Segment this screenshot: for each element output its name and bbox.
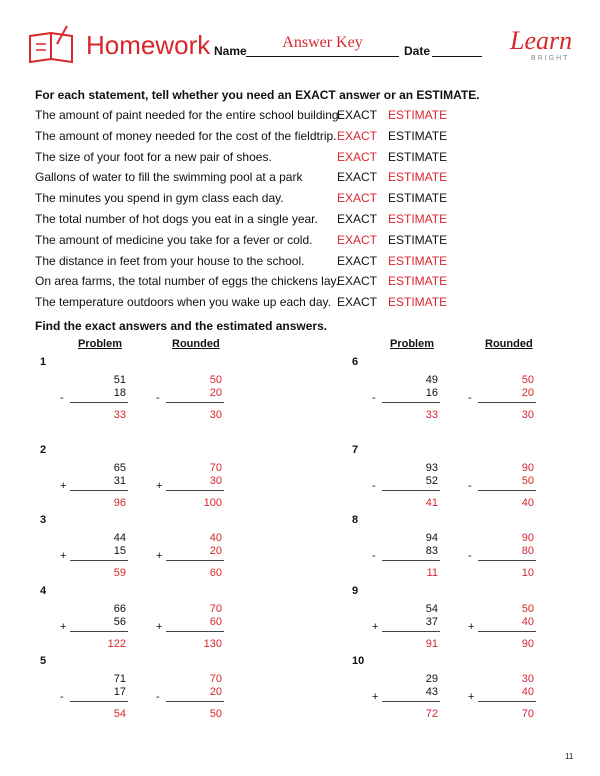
option-exact: EXACT (337, 212, 378, 226)
answer-line (70, 490, 128, 491)
exact-answer: 91 (425, 638, 438, 650)
answer-line (70, 631, 128, 632)
page-number: 11 (565, 752, 574, 761)
page-title: Homework (86, 30, 211, 60)
operand-b: 15 (113, 545, 126, 557)
col-header-problem-left: Problem (78, 338, 123, 350)
rounded-a: 70 (209, 603, 222, 615)
statement-text: The amount of money needed for the cost of the fieldtrip. (35, 129, 337, 143)
option-exact: EXACT (337, 191, 378, 205)
estimate-answer: 100 (203, 497, 222, 509)
estimate-answer: 30 (521, 409, 534, 421)
option-estimate: ESTIMATE (388, 170, 448, 184)
operand-b: 16 (425, 387, 438, 399)
rounded-a: 30 (521, 673, 534, 685)
statement-text: The distance in feet from your house to the school. (35, 254, 305, 268)
answer-line (382, 701, 440, 702)
rounded-answer-line (478, 701, 536, 702)
estimate-answer: 130 (203, 638, 222, 650)
rounded-operator-sign: + (468, 621, 475, 633)
option-exact: EXACT (337, 150, 378, 164)
operand-a: 94 (425, 532, 438, 544)
operand-b: 52 (425, 475, 438, 487)
option-estimate: ESTIMATE (388, 129, 448, 143)
answer-line (382, 490, 440, 491)
option-estimate: ESTIMATE (388, 274, 448, 288)
rounded-operator-sign: - (468, 550, 472, 562)
operand-a: 71 (113, 673, 126, 685)
exact-answer: 54 (113, 708, 126, 720)
option-exact: EXACT (337, 254, 378, 268)
operand-b: 83 (425, 545, 438, 557)
col-header-rounded-right: Rounded (485, 338, 533, 350)
operand-b: 43 (425, 686, 438, 698)
exact-answer: 59 (113, 567, 126, 579)
option-exact: EXACT (337, 108, 378, 122)
operand-b: 17 (113, 686, 126, 698)
rounded-answer-line (166, 402, 224, 403)
option-exact: EXACT (337, 295, 378, 309)
estimate-answer: 60 (209, 567, 222, 579)
exact-answer: 41 (425, 497, 438, 509)
operator-sign: + (60, 480, 67, 492)
option-exact: EXACT (337, 129, 378, 143)
statement-text: The temperature outdoors when you wake up each day. (35, 295, 331, 309)
rounded-a: 90 (521, 462, 534, 474)
col-header-rounded-left: Rounded (172, 338, 220, 350)
operand-b: 37 (425, 616, 438, 628)
operand-a: 93 (425, 462, 438, 474)
name-label: Name (214, 44, 247, 58)
rounded-answer-line (166, 560, 224, 561)
section2-instruction: Find the exact answers and the estimated answers. (35, 319, 328, 333)
statement-text: The minutes you spend in gym class each day. (35, 191, 284, 205)
operand-b: 31 (113, 475, 126, 487)
answer-line (382, 402, 440, 403)
answer-line (382, 631, 440, 632)
rounded-operator-sign: - (156, 392, 160, 404)
rounded-answer-line (478, 402, 536, 403)
rounded-operator-sign: + (156, 550, 163, 562)
option-estimate: ESTIMATE (388, 233, 448, 247)
rounded-answer-line (166, 631, 224, 632)
date-label: Date (404, 44, 431, 58)
option-estimate: ESTIMATE (388, 295, 448, 309)
option-exact: EXACT (337, 274, 378, 288)
estimate-answer: 70 (521, 708, 534, 720)
problem-number: 6 (352, 356, 359, 368)
problem-number: 5 (40, 655, 47, 667)
statement-text: The amount of medicine you take for a fever or cold. (35, 233, 313, 247)
problem-number: 10 (352, 655, 365, 667)
operator-sign: + (372, 621, 379, 633)
name-field-line (246, 56, 399, 57)
option-estimate: ESTIMATE (388, 108, 448, 122)
section1-instruction: For each statement, tell whether you need an EXACT answer or an ESTIMATE. (35, 88, 480, 102)
problem-number: 9 (352, 585, 359, 597)
statement-text: The amount of paint needed for the entire school building. (35, 108, 342, 122)
operand-a: 44 (113, 532, 126, 544)
statement-text: The size of your foot for a new pair of shoes. (35, 150, 272, 164)
problem-number: 4 (40, 585, 47, 597)
exact-answer: 96 (113, 497, 126, 509)
rounded-a: 90 (521, 532, 534, 544)
operand-a: 66 (113, 603, 126, 615)
operator-sign: - (60, 691, 64, 703)
option-estimate: ESTIMATE (388, 212, 448, 226)
answer-line (70, 701, 128, 702)
logo-subtitle: BRIGHT (531, 55, 570, 62)
rounded-a: 70 (209, 673, 222, 685)
rounded-b: 50 (521, 475, 534, 487)
operator-sign: - (372, 480, 376, 492)
operator-sign: + (60, 550, 67, 562)
operand-a: 49 (425, 374, 438, 386)
exact-answer: 33 (425, 409, 438, 421)
option-estimate: ESTIMATE (388, 254, 448, 268)
rounded-operator-sign: - (468, 392, 472, 404)
book-icon (27, 24, 77, 66)
rounded-answer-line (478, 490, 536, 491)
rounded-b: 20 (521, 387, 534, 399)
operator-sign: - (372, 550, 376, 562)
option-exact: EXACT (337, 170, 378, 184)
problem-number: 2 (40, 444, 47, 456)
estimate-answer: 90 (521, 638, 534, 650)
rounded-answer-line (166, 490, 224, 491)
operand-a: 51 (113, 374, 126, 386)
answer-line (382, 560, 440, 561)
problem-number: 7 (352, 444, 359, 456)
answer-line (70, 402, 128, 403)
answer-line (70, 560, 128, 561)
operator-sign: + (60, 621, 67, 633)
problem-number: 1 (40, 356, 47, 368)
rounded-operator-sign: + (468, 691, 475, 703)
rounded-b: 20 (209, 545, 222, 557)
rounded-a: 40 (209, 532, 222, 544)
option-exact: EXACT (337, 233, 378, 247)
operator-sign: + (372, 691, 379, 703)
exact-answer: 11 (426, 567, 438, 579)
statement-text: Gallons of water to fill the swimming pool at a park (35, 170, 303, 184)
rounded-answer-line (166, 701, 224, 702)
exact-answer: 33 (113, 409, 126, 421)
date-field-line (432, 56, 482, 57)
problem-number: 8 (352, 514, 359, 526)
option-estimate: ESTIMATE (388, 150, 448, 164)
operand-b: 56 (113, 616, 126, 628)
statement-text: The total number of hot dogs you eat in a single year. (35, 212, 318, 226)
operator-sign: - (372, 392, 376, 404)
rounded-b: 40 (521, 616, 534, 628)
estimate-answer: 40 (521, 497, 534, 509)
rounded-operator-sign: - (156, 691, 160, 703)
rounded-b: 20 (209, 387, 222, 399)
exact-answer: 72 (425, 708, 438, 720)
rounded-a: 50 (209, 374, 222, 386)
operand-a: 29 (425, 673, 438, 685)
rounded-operator-sign: + (156, 621, 163, 633)
rounded-b: 60 (209, 616, 222, 628)
operand-a: 54 (425, 603, 438, 615)
rounded-b: 30 (209, 475, 222, 487)
exact-answer: 122 (107, 638, 126, 650)
option-estimate: ESTIMATE (388, 191, 448, 205)
rounded-a: 70 (209, 462, 222, 474)
rounded-b: 80 (521, 545, 534, 557)
rounded-a: 50 (521, 603, 534, 615)
estimate-answer: 10 (521, 567, 534, 579)
rounded-operator-sign: - (468, 480, 472, 492)
rounded-b: 20 (209, 686, 222, 698)
rounded-operator-sign: + (156, 480, 163, 492)
estimate-answer: 30 (209, 409, 222, 421)
rounded-b: 40 (521, 686, 534, 698)
learn-logo: Learn (510, 26, 573, 55)
operand-b: 18 (113, 387, 126, 399)
problem-number: 3 (40, 514, 47, 526)
operator-sign: - (60, 392, 64, 404)
rounded-answer-line (478, 631, 536, 632)
rounded-a: 50 (521, 374, 534, 386)
col-header-problem-right: Problem (390, 338, 435, 350)
estimate-answer: 50 (209, 708, 222, 720)
operand-a: 65 (113, 462, 126, 474)
name-value: Answer Key (282, 34, 363, 51)
statement-text: On area farms, the total number of eggs the chickens lay. (35, 274, 339, 288)
rounded-answer-line (478, 560, 536, 561)
